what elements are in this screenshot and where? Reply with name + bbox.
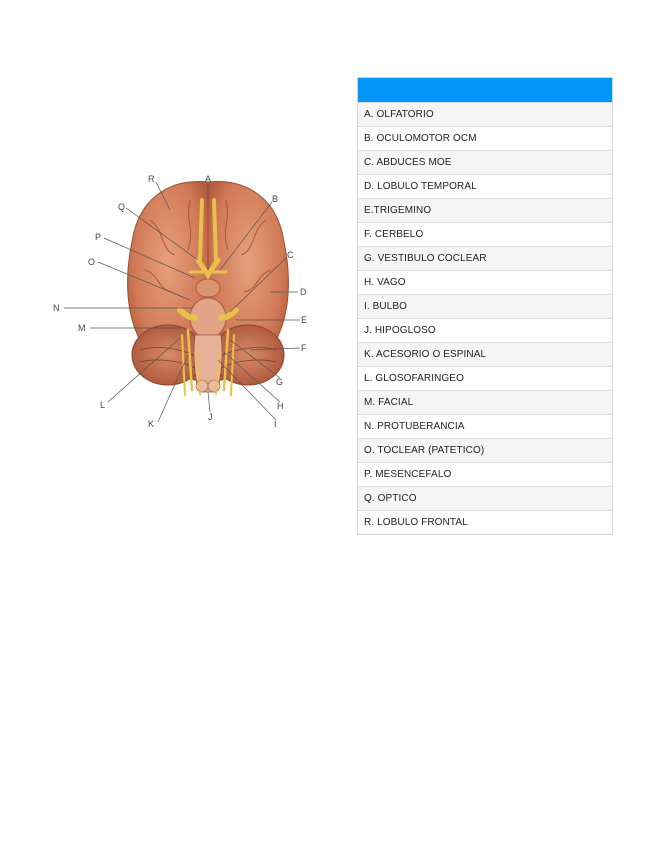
legend-row: I. BULBO (358, 294, 612, 318)
legend-header (358, 78, 612, 102)
legend-row: K. ACESORIO O ESPINAL (358, 342, 612, 366)
callout-r: R (148, 174, 155, 184)
legend-row: D. LOBULO TEMPORAL (358, 174, 612, 198)
callout-h: H (277, 401, 284, 411)
legend-rows (358, 102, 612, 534)
legend-row: R. LOBULO FRONTAL (358, 510, 612, 534)
legend-row: B. OCULOMOTOR OCM (358, 126, 612, 150)
callout-a: A (205, 174, 212, 184)
callout-e: E (301, 315, 308, 325)
callout-l: L (100, 400, 106, 410)
callout-k: K (148, 419, 155, 429)
legend-row: C. ABDUCES MOE (358, 150, 612, 174)
legend-row: N. PROTUBERANCIA (358, 414, 612, 438)
callout-o: O (88, 257, 96, 267)
callout-q: Q (118, 202, 126, 212)
callout-c: C (287, 250, 294, 260)
legend-row: L. GLOSOFARINGEO (358, 366, 612, 390)
callout-f: F (301, 343, 307, 353)
callout-m: M (78, 323, 86, 333)
callout-j: J (208, 412, 213, 422)
legend-row: E.TRIGEMINO (358, 198, 612, 222)
callout-i: I (274, 419, 277, 429)
legend-row: H. VAGO (358, 270, 612, 294)
callout-p: P (95, 232, 102, 242)
legend-row: G. VESTIBULO COCLEAR (358, 246, 612, 270)
brain-diagram (40, 160, 340, 440)
legend-row: P. MESENCEFALO (358, 462, 612, 486)
legend-table (357, 77, 613, 535)
legend-row: Q. OPTICO (358, 486, 612, 510)
legend-row: O. TOCLEAR (PATETICO) (358, 438, 612, 462)
legend-row: F. CERBELO (358, 222, 612, 246)
callout-g: G (276, 377, 284, 387)
legend-row: J. HIPOGLOSO (358, 318, 612, 342)
legend-row: M. FACIAL (358, 390, 612, 414)
brain-illustration (40, 160, 340, 440)
callout-b: B (272, 194, 279, 204)
callout-n: N (53, 303, 60, 313)
callout-d: D (300, 287, 307, 297)
legend-row: A. OLFATORIO (358, 102, 612, 126)
